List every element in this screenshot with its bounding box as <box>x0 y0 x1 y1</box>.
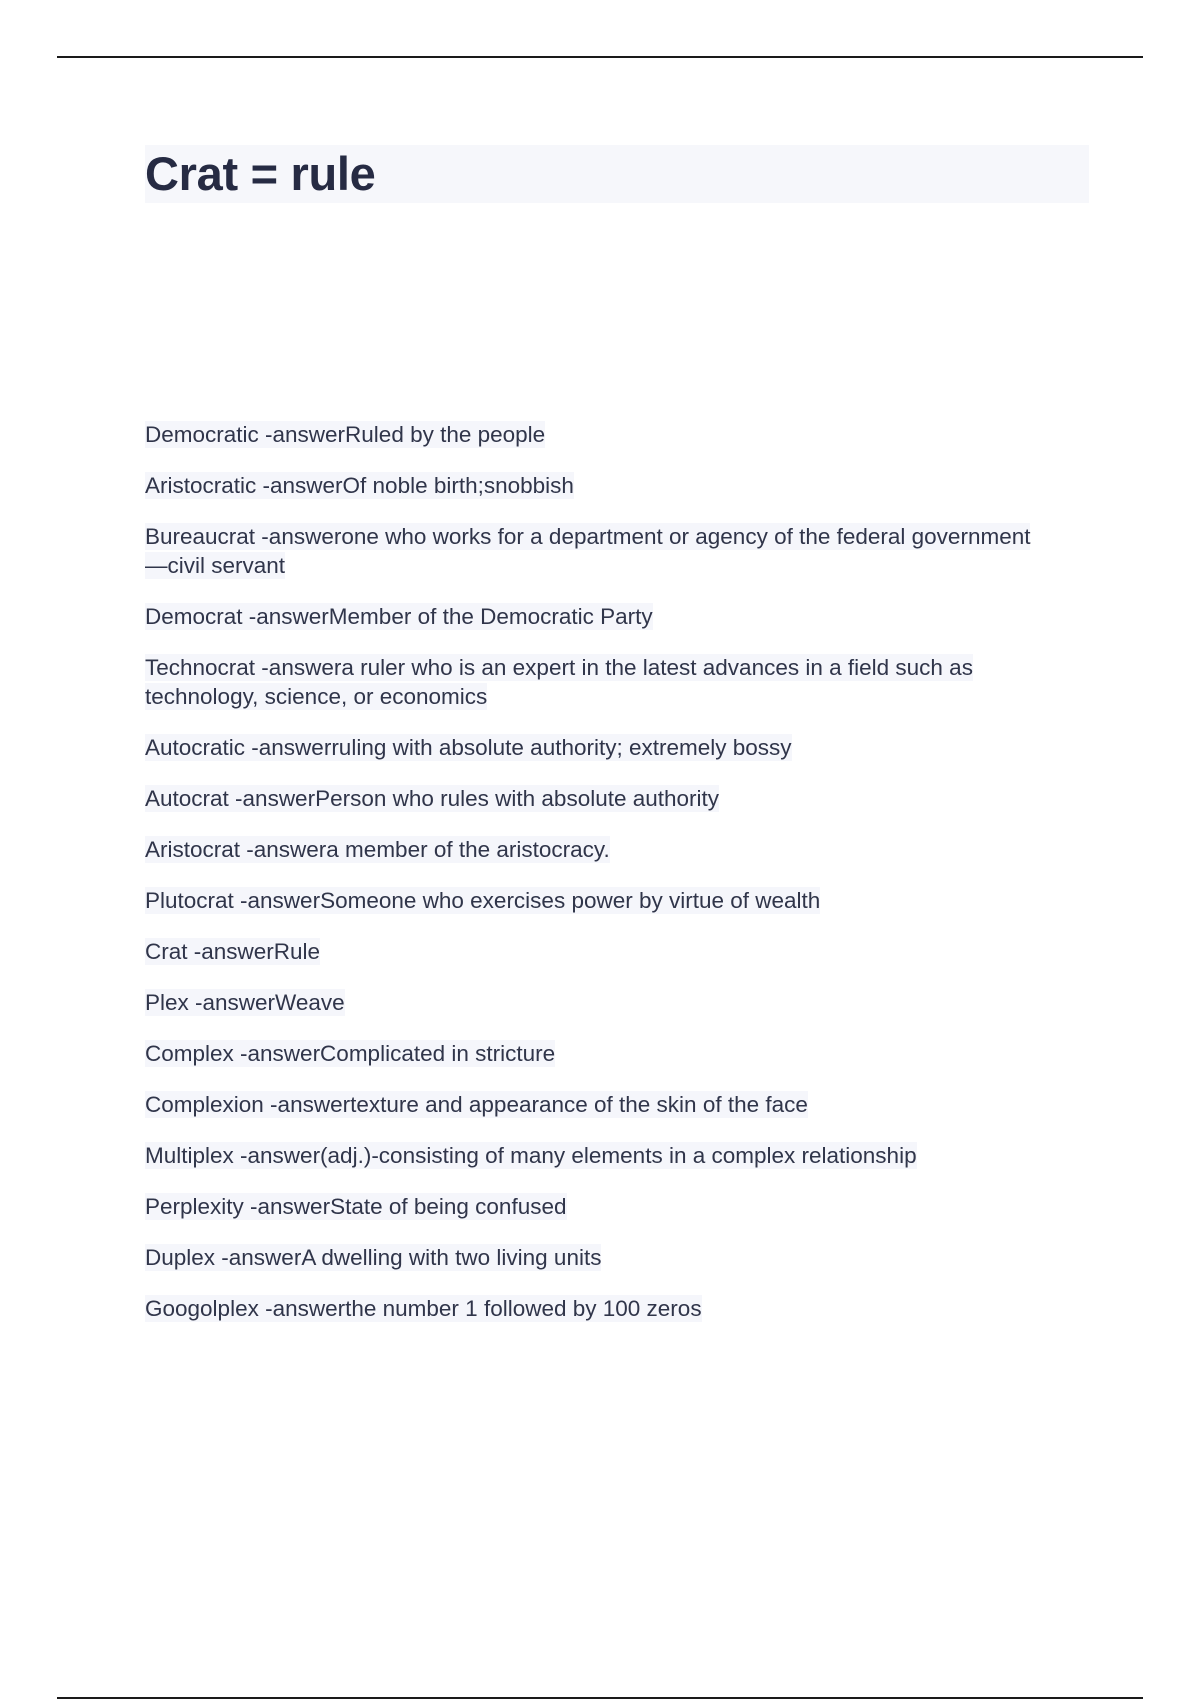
entry-text: Duplex -answerA dwelling with two living units <box>145 1245 602 1270</box>
list-item <box>145 1141 1045 1170</box>
list-item <box>145 471 1045 500</box>
entry-text: Aristocrat -answera member of the aristocracy. <box>145 837 610 862</box>
list-item <box>145 937 1045 966</box>
list-item <box>145 835 1045 864</box>
list-item <box>145 1243 1045 1272</box>
entry-text: Complexion -answertexture and appearance of the skin of the face <box>145 1092 808 1117</box>
entry-text: Plutocrat -answerSomeone who exercises power by virtue of wealth <box>145 888 821 913</box>
list-item <box>145 988 1045 1017</box>
header-divider <box>57 56 1143 58</box>
list-item <box>145 1294 1045 1323</box>
entry-text: Crat -answerRule <box>145 939 321 964</box>
list-item <box>145 886 1045 915</box>
entry-text: Autocrat -answerPerson who rules with absolute authority <box>145 786 720 811</box>
entry-text: Autocratic -answerruling with absolute authority; extremely bossy <box>145 735 792 760</box>
entry-text: Bureaucrat -answerone who works for a department or agency of the federal government—civil servant <box>145 524 1031 578</box>
list-item <box>145 1192 1045 1221</box>
list-item <box>145 420 1045 449</box>
list-item <box>145 733 1045 762</box>
entry-text: Complex -answerComplicated in stricture <box>145 1041 556 1066</box>
entry-text: Aristocratic -answerOf noble birth;snobbish <box>145 473 574 498</box>
entry-text: Perplexity -answerState of being confused <box>145 1194 567 1219</box>
entry-text: Democratic -answerRuled by the people <box>145 422 546 447</box>
entry-text: Multiplex -answer(adj.)-consisting of many elements in a complex relationship <box>145 1143 917 1168</box>
list-item <box>145 522 1045 580</box>
list-item <box>145 1039 1045 1068</box>
footer-divider <box>57 1697 1143 1699</box>
list-item <box>145 784 1045 813</box>
entry-text: Technocrat -answera ruler who is an expert in the latest advances in a field such as technology, science, or economics <box>145 655 973 709</box>
entry-text: Democrat -answerMember of the Democratic Party <box>145 604 653 629</box>
list-item <box>145 653 1045 711</box>
page-title: Crat = rule <box>145 147 376 200</box>
entry-text: Googolplex -answerthe number 1 followed by 100 zeros <box>145 1296 702 1321</box>
list-item <box>145 602 1045 631</box>
list-item <box>145 1090 1045 1119</box>
entry-text: Plex -answerWeave <box>145 990 345 1015</box>
term-list <box>145 420 1045 1345</box>
